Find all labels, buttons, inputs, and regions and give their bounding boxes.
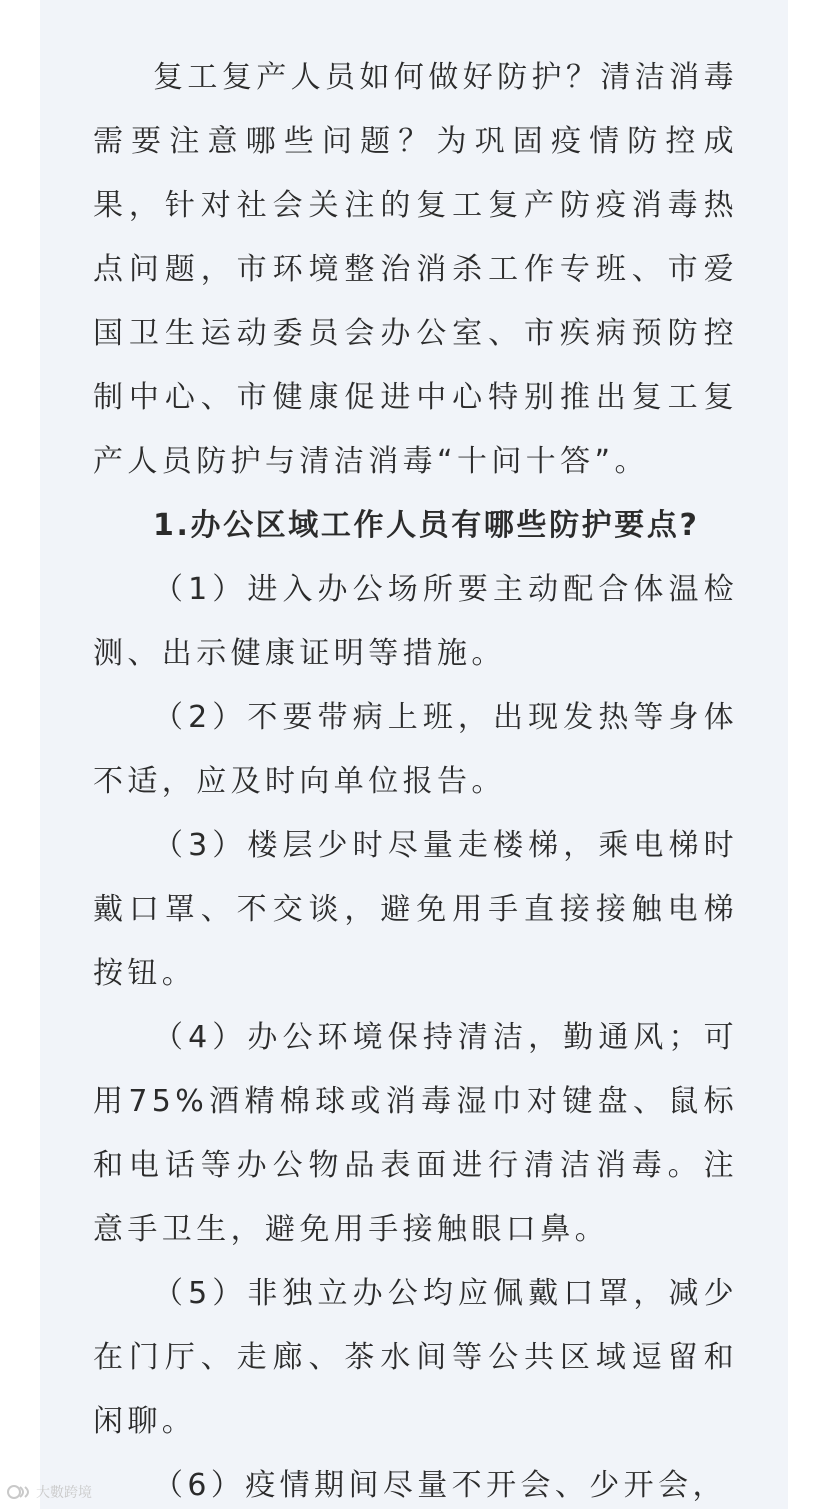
- intro-paragraph: 复工复产人员如何做好防护？清洁消毒需要注意哪些问题？为巩固疫情防控成果，针对社会关注的复工复产防疫消毒热点问题，市环境整治消杀工作专班、市爱国卫生运动委员会办公室、市疾病预防控制中心、市健康促进中心特别推出复工复产人员防护与清洁消毒“十问十答”。: [93, 60, 738, 479]
- list-item-4: （4）办公环境保持清洁，勤通风；可用75%酒精棉球或消毒湿巾对键盘、鼠标和电话等办公物品表面进行清洁消毒。注意手卫生，避免用手接触眼口鼻。: [93, 1020, 738, 1247]
- brand-logo-icon: [6, 1483, 32, 1501]
- list-item-3: （3）楼层少时尽量走楼梯，乘电梯时戴口罩、不交谈，避免用手直接接触电梯按钮。: [93, 828, 738, 991]
- list-item-1: （1）进入办公场所要主动配合体温检测、出示健康证明等措施。: [93, 572, 738, 671]
- watermark: [6, 1480, 92, 1504]
- list-item-6: （6）疫情期间尽量不开会、少开会，: [153, 1468, 727, 1503]
- watermark-text: 大數跨境: [36, 1485, 92, 1501]
- list-item-2: （2）不要带病上班，出现发热等身体不适，应及时向单位报告。: [93, 700, 738, 799]
- article-body: [93, 46, 738, 1509]
- section-heading: 1.办公区域工作人员有哪些防护要点?: [153, 508, 700, 543]
- list-item-5: （5）非独立办公均应佩戴口罩，减少在门厅、走廊、茶水间等公共区域逗留和闲聊。: [93, 1276, 738, 1439]
